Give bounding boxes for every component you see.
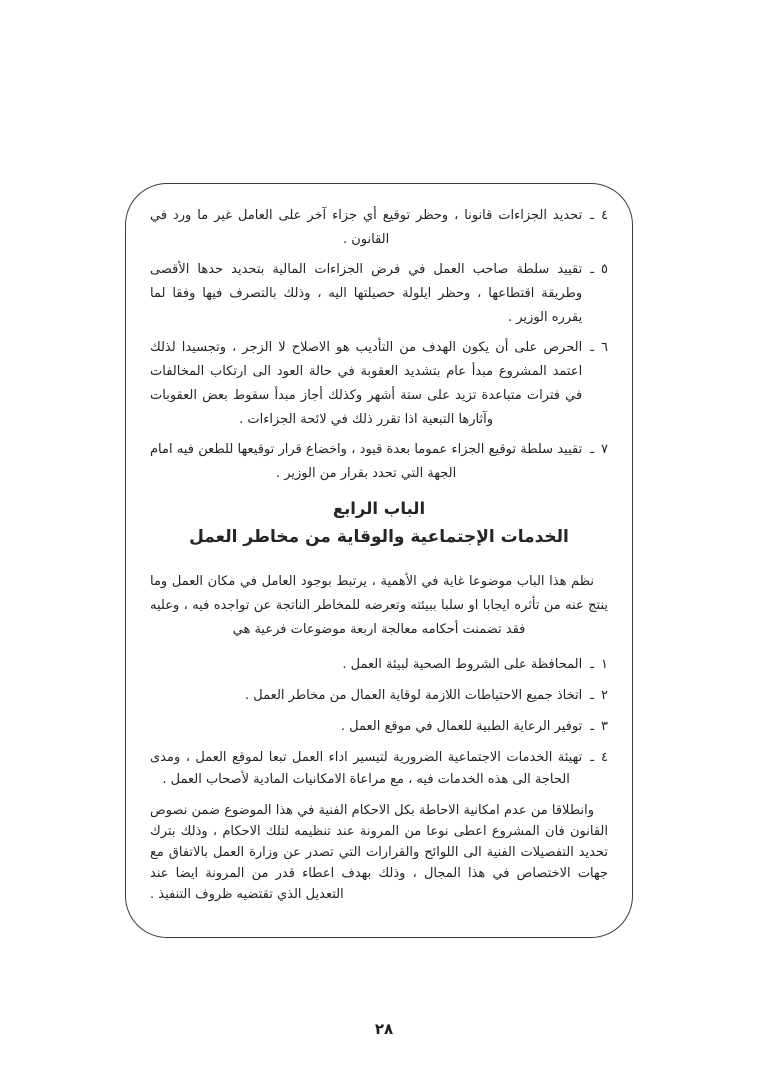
item-text: تهيئة الخدمات الاجتماعية الضرورية لتيسير اداء العمل تبعا لموقع العمل ، ومدى الحاجة الى هذه الخدمات فيه ، مع مراعاة الامكانيات المادية لأصحاب العمل . (150, 750, 583, 787)
item-number: ٥ (601, 262, 608, 277)
list-item (150, 716, 608, 738)
item-dash-icon: ـ (590, 208, 595, 223)
item-marker (590, 258, 608, 330)
intro-paragraph: نظم هذا الباب موضوعا غاية في الأهمية ، يرتبط بوجود العامل في مكان العمل وما ينتج عنه من تأثره ايجابا او سلبا ببيئته وتعرضه للمخاطر الناتجة عن تواجده فيه ، وعليه فقد تضمنت أحكامه معالجة اربعة موضوعات فرعية هي (150, 574, 608, 637)
item-text: الحرص على أن يكون الهدف من التأديب هو الاصلاح لا الزجر ، وتجسيدا لذلك اعتمد المشروع مبدأ عام بتشديد العقوبة في حالة العود الى ارتكاب المخالفات في فترات متباعدة تزيد على ستة أشهر وكذلك أجاز مبدأ سقوط بعض العقوبات وآثارها التبعية اذا تقرر ذلك في لائحة الجزاءات . (150, 340, 583, 427)
item-dash-icon: ـ (590, 442, 595, 457)
chapter-title: الخدمات الإجتماعية والوقاية من مخاطر العمل (189, 527, 569, 547)
item-text: تحديد الجزاءات قانونا ، وحظر توقيع أي جزاء آخر على العامل غير ما ورد في القانون . (150, 208, 583, 247)
page-border-frame (125, 183, 633, 938)
item-text: توفير الرعاية الطبية للعمال في موقع العمل . (340, 719, 583, 734)
item-dash-icon: ـ (590, 262, 595, 277)
item-dash-icon: ـ (590, 688, 595, 703)
item-number: ١ (601, 657, 608, 672)
list-item (150, 747, 608, 791)
item-marker (590, 438, 608, 486)
subtopics-numbered-list (150, 654, 608, 791)
item-number: ٤ (601, 208, 608, 223)
item-dash-icon: ـ (590, 719, 595, 734)
item-text: اتخاذ جميع الاحتياطات اللازمة لوقاية العمال من مخاطر العمل . (245, 688, 583, 703)
page-number: ٢٨ (374, 1020, 394, 1038)
item-marker (590, 336, 608, 432)
penalties-numbered-list (150, 204, 608, 486)
section-heading (150, 496, 608, 552)
item-dash-icon: ـ (590, 750, 595, 765)
list-item (150, 258, 608, 330)
item-marker (590, 204, 608, 252)
chapter-heading: الباب الرابع (332, 499, 426, 518)
item-number: ٧ (601, 442, 608, 457)
item-number: ٦ (601, 340, 608, 355)
list-item (150, 438, 608, 486)
item-text: المحافظة على الشروط الصحية لبيئة العمل . (342, 657, 583, 672)
item-number: ٢ (601, 688, 608, 703)
item-number: ٣ (601, 719, 608, 734)
item-number: ٤ (601, 750, 608, 765)
list-item (150, 685, 608, 707)
item-marker (590, 716, 608, 738)
item-marker (590, 747, 608, 791)
item-text: تقييد سلطة توقيع الجزاء عموما بعدة قيود ، واخضاع قرار توقيعها للطعن فيه امام الجهة التي تحدد بقرار من الوزير . (150, 442, 583, 481)
item-dash-icon: ـ (590, 340, 595, 355)
item-marker (590, 685, 608, 707)
list-item (150, 654, 608, 676)
item-marker (590, 654, 608, 676)
flexibility-paragraph: وانطلاقا من عدم امكانية الاحاطة بكل الاحكام الفنية في هذا الموضوع ضمن نصوص القانون فان المشروع اعطى نوعا من المرونة عند تنظيمه لتلك الاحكام ، وذلك بترك تحديد التفصيلات الفنية الى اللوائح والقرارات التي تصدر عن وزارة العمل بالاتفاق مع جهات الاختصاص في هذا المجال ، وذلك بهدف اعطاء قدر من المرونة ايضا عند التعديل الذي تقتضيه ظروف التنفيذ . (150, 803, 608, 902)
list-item (150, 336, 608, 432)
item-dash-icon: ـ (590, 657, 595, 672)
item-text: تقييد سلطة صاحب العمل في فرض الجزاءات المالية بتحديد حدها الأقصى وطريقة اقتطاعها ، وحظر ايلولة حصيلتها اليه ، وذلك بالتصرف فيها وفقا لما يقرره الوزير . (150, 262, 583, 325)
list-item (150, 204, 608, 252)
